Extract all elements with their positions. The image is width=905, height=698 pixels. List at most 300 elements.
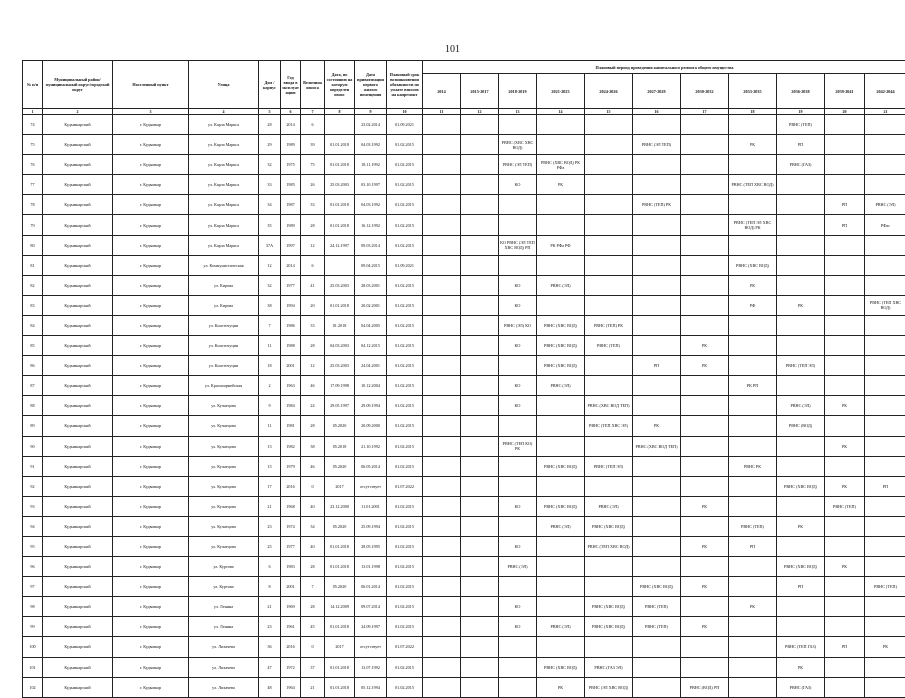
row-period-work bbox=[633, 235, 681, 255]
row-period-work bbox=[461, 436, 499, 456]
row-period-work bbox=[585, 255, 633, 275]
row-municipality: Кудымкарский bbox=[43, 336, 113, 356]
row-period-work: РК bbox=[777, 516, 825, 536]
row-period-work bbox=[825, 175, 865, 195]
row-num: 83 bbox=[23, 295, 43, 315]
row-period-work bbox=[537, 597, 585, 617]
row-period-work bbox=[729, 677, 777, 697]
column-number: 3 bbox=[113, 109, 189, 115]
row-date-privatization: 13.07.1992 bbox=[355, 657, 387, 677]
row-period-work bbox=[633, 496, 681, 516]
row-period-work bbox=[825, 597, 865, 617]
row-wear: 34 bbox=[301, 516, 325, 536]
row-date-condition: 04.03.2003 bbox=[325, 336, 355, 356]
table-row bbox=[23, 496, 905, 516]
row-house: 8 bbox=[259, 577, 281, 597]
row-wear: 40 bbox=[301, 496, 325, 516]
row-deadline: 01.02.2015 bbox=[387, 496, 423, 516]
row-deadline: 01.02.2015 bbox=[387, 597, 423, 617]
row-date-privatization: 06.01.2014 bbox=[355, 577, 387, 597]
row-period-work bbox=[423, 215, 461, 235]
row-period-work: РК bbox=[825, 476, 865, 496]
row-period-work bbox=[537, 135, 585, 155]
row-period-work: РВНС (ТЕП ГАЗ) bbox=[777, 637, 825, 657]
row-period-work bbox=[777, 275, 825, 295]
row-period-work: РК bbox=[681, 356, 729, 376]
row-date-privatization: 16.12.1992 bbox=[355, 215, 387, 235]
row-period-work: РВНС (ТЕП ХВС ВОД) bbox=[729, 175, 777, 195]
row-period-work: КО bbox=[499, 597, 537, 617]
row-period-work bbox=[633, 215, 681, 235]
row-settlement: г. Кудымкар bbox=[113, 577, 189, 597]
row-period-work bbox=[423, 597, 461, 617]
row-year: 1989 bbox=[281, 135, 301, 155]
row-period-work bbox=[865, 677, 905, 697]
row-period-work bbox=[423, 516, 461, 536]
row-period-work bbox=[423, 436, 461, 456]
header-street: Улица bbox=[189, 61, 259, 109]
table-row bbox=[23, 536, 905, 556]
row-period-work: РК bbox=[825, 436, 865, 456]
row-period-work: РВНС РК bbox=[729, 456, 777, 476]
row-year: 2014 bbox=[281, 115, 301, 135]
row-num: 90 bbox=[23, 436, 43, 456]
row-period-work bbox=[825, 235, 865, 255]
row-period-work bbox=[825, 275, 865, 295]
row-municipality: Кудымкарский bbox=[43, 175, 113, 195]
row-period-work: РВНС (ХВС ВОД) РК РФа bbox=[537, 155, 585, 175]
row-num: 78 bbox=[23, 195, 43, 215]
row-municipality: Кудымкарский bbox=[43, 516, 113, 536]
row-period-work: КО bbox=[499, 275, 537, 295]
row-period-work bbox=[499, 356, 537, 376]
row-period-work: РК bbox=[777, 295, 825, 315]
row-settlement: г. Кудымкар bbox=[113, 657, 189, 677]
row-period-work bbox=[633, 476, 681, 496]
row-year: 1963 bbox=[281, 376, 301, 396]
row-period-work bbox=[681, 396, 729, 416]
row-date-condition: 01.01.2018 bbox=[325, 155, 355, 175]
row-wear: 6 bbox=[301, 255, 325, 275]
row-period-work bbox=[729, 356, 777, 376]
row-period-work bbox=[423, 476, 461, 496]
row-num: 88 bbox=[23, 396, 43, 416]
row-period-work bbox=[585, 235, 633, 255]
row-street: ул. Карла Маркса bbox=[189, 195, 259, 215]
table-row bbox=[23, 657, 905, 677]
row-period-work bbox=[865, 255, 905, 275]
row-period-work: РК bbox=[865, 637, 905, 657]
row-date-privatization: 24.09.1997 bbox=[355, 617, 387, 637]
row-municipality: Кудымкарский bbox=[43, 496, 113, 516]
row-date-privatization: 13.01.1998 bbox=[355, 557, 387, 577]
row-period-work bbox=[729, 557, 777, 577]
row-year: 2001 bbox=[281, 356, 301, 376]
row-period-work bbox=[777, 195, 825, 215]
row-period-work bbox=[423, 315, 461, 335]
row-period-work: РВНС (ЭЛ) bbox=[777, 396, 825, 416]
row-municipality: Кудымкарский bbox=[43, 597, 113, 617]
row-date-privatization: 10.12.2004 bbox=[355, 376, 387, 396]
row-deadline: 01.02.2015 bbox=[387, 135, 423, 155]
row-period-work: РК bbox=[777, 657, 825, 677]
row-municipality: Кудымкарский bbox=[43, 195, 113, 215]
row-num: 92 bbox=[23, 476, 43, 496]
row-wear: 46 bbox=[301, 456, 325, 476]
row-year: 1983 bbox=[281, 557, 301, 577]
row-period-work bbox=[537, 396, 585, 416]
row-street: ул. Конституции bbox=[189, 356, 259, 376]
row-period-work bbox=[681, 557, 729, 577]
row-period-work bbox=[729, 617, 777, 637]
row-street: ул. Конституции bbox=[189, 315, 259, 335]
table-row bbox=[23, 115, 905, 135]
row-date-privatization: 11.01.2001 bbox=[355, 496, 387, 516]
row-period-work bbox=[681, 597, 729, 617]
row-period-work: РК bbox=[681, 496, 729, 516]
row-year: 2016 bbox=[281, 637, 301, 657]
row-period-work bbox=[633, 255, 681, 275]
row-wear: 21 bbox=[301, 677, 325, 697]
row-house: 17 bbox=[259, 476, 281, 496]
row-period-work bbox=[633, 536, 681, 556]
row-street: ул. Кузнецова bbox=[189, 516, 259, 536]
row-settlement: г. Кудымкар bbox=[113, 557, 189, 577]
row-date-condition: 01.01.2018 bbox=[325, 195, 355, 215]
row-period-work bbox=[423, 617, 461, 637]
row-date-privatization: отсутствует bbox=[355, 476, 387, 496]
row-num: 85 bbox=[23, 336, 43, 356]
row-num: 102 bbox=[23, 677, 43, 697]
row-street: ул. Кузнецова bbox=[189, 476, 259, 496]
row-wear: 75 bbox=[301, 155, 325, 175]
row-period-work bbox=[499, 516, 537, 536]
row-period-work bbox=[499, 456, 537, 476]
row-date-condition: 14.12.2009 bbox=[325, 597, 355, 617]
row-period-work: РВНС (ХВС ВОД) bbox=[537, 496, 585, 516]
column-number: 12 bbox=[461, 109, 499, 115]
row-period-work bbox=[633, 516, 681, 536]
row-municipality: Кудымкарский bbox=[43, 436, 113, 456]
header-period: 2033-2035 bbox=[729, 74, 777, 109]
row-date-condition: 24.12.1997 bbox=[325, 235, 355, 255]
row-settlement: г. Кудымкар bbox=[113, 416, 189, 436]
row-municipality: Кудымкарский bbox=[43, 657, 113, 677]
row-settlement: г. Кудымкар bbox=[113, 516, 189, 536]
header-planned-period: Плановый период проведения капитального ремонта общего имущества bbox=[423, 61, 905, 74]
row-period-work bbox=[461, 155, 499, 175]
row-period-work bbox=[825, 657, 865, 677]
row-period-work bbox=[537, 295, 585, 315]
row-period-work bbox=[633, 376, 681, 396]
row-period-work bbox=[777, 436, 825, 456]
row-date-privatization: 09.07.2014 bbox=[355, 597, 387, 617]
row-period-work bbox=[729, 476, 777, 496]
row-house: 28 bbox=[259, 115, 281, 135]
row-period-work bbox=[461, 536, 499, 556]
row-settlement: г. Кудымкар bbox=[113, 336, 189, 356]
row-period-work bbox=[461, 275, 499, 295]
row-period-work bbox=[461, 396, 499, 416]
row-date-condition: 17.09.1998 bbox=[325, 376, 355, 396]
row-wear: 28 bbox=[301, 215, 325, 235]
row-wear: 7 bbox=[301, 577, 325, 597]
row-period-work: РВНС (ХВС ВОД) bbox=[585, 597, 633, 617]
row-period-work: РК bbox=[537, 677, 585, 697]
row-period-work bbox=[777, 597, 825, 617]
row-period-work: РВНС (ВОД) bbox=[777, 416, 825, 436]
row-period-work bbox=[633, 155, 681, 175]
row-period-work bbox=[461, 336, 499, 356]
row-period-work bbox=[825, 255, 865, 275]
row-period-work: РК bbox=[825, 557, 865, 577]
row-period-work: РК РФа РФ bbox=[537, 235, 585, 255]
row-period-work bbox=[865, 376, 905, 396]
row-period-work bbox=[777, 336, 825, 356]
row-num: 101 bbox=[23, 657, 43, 677]
row-date-condition: 01.01.2018 bbox=[325, 617, 355, 637]
row-period-work bbox=[777, 376, 825, 396]
row-period-work bbox=[681, 295, 729, 315]
row-period-work bbox=[633, 295, 681, 315]
row-period-work: РВНС (ЭЛ ТЕП) bbox=[633, 135, 681, 155]
row-deadline: 01.02.2015 bbox=[387, 235, 423, 255]
row-house: 2 bbox=[259, 376, 281, 396]
row-num: 98 bbox=[23, 597, 43, 617]
column-number: 11 bbox=[423, 109, 461, 115]
row-street: ул. Лихачева bbox=[189, 657, 259, 677]
column-number: 13 bbox=[499, 109, 537, 115]
row-house: 9 bbox=[259, 396, 281, 416]
row-period-work bbox=[681, 376, 729, 396]
row-period-work bbox=[729, 336, 777, 356]
row-period-work: РВНС (ТЕП) bbox=[729, 516, 777, 536]
row-period-work bbox=[633, 336, 681, 356]
table-row bbox=[23, 336, 905, 356]
row-num: 79 bbox=[23, 215, 43, 235]
row-deadline: 01.02.2015 bbox=[387, 577, 423, 597]
row-period-work bbox=[423, 657, 461, 677]
row-period-work bbox=[825, 356, 865, 376]
row-period-work: КО bbox=[499, 376, 537, 396]
row-period-work: РК РП bbox=[729, 376, 777, 396]
row-municipality: Кудымкарский bbox=[43, 536, 113, 556]
row-period-work: КО bbox=[499, 175, 537, 195]
row-municipality: Кудымкарский bbox=[43, 416, 113, 436]
row-deadline: 01.02.2015 bbox=[387, 456, 423, 476]
table-row bbox=[23, 215, 905, 235]
row-period-work bbox=[537, 416, 585, 436]
row-period-work bbox=[865, 597, 905, 617]
row-date-privatization: 03.10.1997 bbox=[355, 175, 387, 195]
row-date-privatization: 28.03.2001 bbox=[355, 275, 387, 295]
row-house: 35 bbox=[259, 215, 281, 235]
column-number: 4 bbox=[189, 109, 259, 115]
row-period-work bbox=[423, 557, 461, 577]
row-period-work: РФас bbox=[865, 215, 905, 235]
row-date-privatization: 05.12.1994 bbox=[355, 677, 387, 697]
row-settlement: г. Кудымкар bbox=[113, 637, 189, 657]
row-period-work bbox=[825, 115, 865, 135]
row-period-work bbox=[537, 115, 585, 135]
row-period-work bbox=[585, 195, 633, 215]
row-period-work bbox=[865, 436, 905, 456]
row-period-work bbox=[865, 356, 905, 376]
row-period-work bbox=[585, 356, 633, 376]
header-date-privatization: Дата приватизации первого жилого помещения bbox=[355, 61, 387, 109]
row-date-condition: 05.2020 bbox=[325, 577, 355, 597]
row-settlement: г. Кудымкар bbox=[113, 135, 189, 155]
row-deadline: 01.09.2021 bbox=[387, 255, 423, 275]
row-municipality: Кудымкарский bbox=[43, 115, 113, 135]
row-street: ул. Карла Маркса bbox=[189, 135, 259, 155]
row-period-work bbox=[729, 195, 777, 215]
header-wear: Величина износа bbox=[301, 61, 325, 109]
row-date-privatization: 04.04.2005 bbox=[355, 315, 387, 335]
row-wear: 39 bbox=[301, 135, 325, 155]
row-deadline: 01.02.2015 bbox=[387, 356, 423, 376]
row-street: ул. Кузнецова bbox=[189, 416, 259, 436]
row-street: ул. Куртова bbox=[189, 577, 259, 597]
column-number: 2 bbox=[43, 109, 113, 115]
row-date-privatization: отсутствует bbox=[355, 637, 387, 657]
row-period-work bbox=[461, 657, 499, 677]
row-settlement: г. Кудымкар bbox=[113, 536, 189, 556]
row-period-work bbox=[633, 456, 681, 476]
table-row bbox=[23, 356, 905, 376]
row-period-work: РВНС (ХВС ВОД) bbox=[729, 255, 777, 275]
header-period: 2030-2032 bbox=[681, 74, 729, 109]
row-date-privatization: 09.03.2014 bbox=[355, 235, 387, 255]
row-period-work: РК bbox=[729, 597, 777, 617]
row-period-work: РВНС (ЭЛ) bbox=[865, 195, 905, 215]
row-period-work bbox=[681, 476, 729, 496]
row-year: 1984 bbox=[281, 396, 301, 416]
table-row bbox=[23, 295, 905, 315]
row-num: 96 bbox=[23, 557, 43, 577]
row-deadline: 01.02.2015 bbox=[387, 275, 423, 295]
table-row bbox=[23, 195, 905, 215]
row-wear: 12 bbox=[301, 356, 325, 376]
row-wear: 28 bbox=[301, 557, 325, 577]
row-period-work: РВНС (ХВС ВОД ТЕП) bbox=[585, 396, 633, 416]
row-num: 74 bbox=[23, 115, 43, 135]
row-period-work: РВНС (ТЕП) bbox=[777, 115, 825, 135]
row-period-work bbox=[681, 235, 729, 255]
row-date-condition: 01.01.2018 bbox=[325, 677, 355, 697]
header-num: № п/п bbox=[23, 61, 43, 109]
row-wear: 28 bbox=[301, 416, 325, 436]
row-period-work bbox=[865, 155, 905, 175]
row-period-work: КО bbox=[499, 295, 537, 315]
row-period-work: РВНС (ХВС ВОД) bbox=[777, 476, 825, 496]
row-period-work bbox=[461, 476, 499, 496]
row-period-work bbox=[499, 255, 537, 275]
row-house: 18 bbox=[259, 356, 281, 376]
row-period-work bbox=[633, 677, 681, 697]
row-period-work bbox=[825, 577, 865, 597]
row-house: 12 bbox=[259, 255, 281, 275]
row-period-work bbox=[585, 577, 633, 597]
row-period-work: КО bbox=[499, 396, 537, 416]
table-row bbox=[23, 315, 905, 335]
row-period-work bbox=[423, 336, 461, 356]
row-settlement: г. Кудымкар bbox=[113, 617, 189, 637]
row-date-condition: 2017 bbox=[325, 476, 355, 496]
row-street: ул. Лихачева bbox=[189, 677, 259, 697]
row-period-work bbox=[865, 135, 905, 155]
row-period-work bbox=[423, 155, 461, 175]
row-period-work: РП bbox=[865, 476, 905, 496]
table-row bbox=[23, 436, 905, 456]
row-deadline: 01.02.2015 bbox=[387, 155, 423, 175]
row-period-work bbox=[499, 416, 537, 436]
row-date-condition bbox=[325, 115, 355, 135]
row-house: 15 bbox=[259, 456, 281, 476]
row-num: 99 bbox=[23, 617, 43, 637]
row-house: 25 bbox=[259, 536, 281, 556]
row-period-work bbox=[499, 677, 537, 697]
row-period-work bbox=[499, 476, 537, 496]
row-period-work bbox=[865, 496, 905, 516]
row-period-work bbox=[537, 255, 585, 275]
row-year: 1972 bbox=[281, 657, 301, 677]
row-period-work: РВНС (ТЕП ЭЛ ХВС ВОД) РК bbox=[729, 215, 777, 235]
row-period-work bbox=[825, 516, 865, 536]
row-period-work bbox=[633, 315, 681, 335]
row-street: ул. Конституции bbox=[189, 336, 259, 356]
row-year: 1977 bbox=[281, 275, 301, 295]
row-period-work bbox=[423, 416, 461, 436]
row-date-privatization: 04.03.1992 bbox=[355, 135, 387, 155]
row-period-work: КО bbox=[499, 617, 537, 637]
row-period-work bbox=[423, 577, 461, 597]
row-street: ул. Кирова bbox=[189, 275, 259, 295]
row-date-privatization: 21.10.1992 bbox=[355, 436, 387, 456]
row-period-work bbox=[423, 356, 461, 376]
header-settlement: Населенный пункт bbox=[113, 61, 189, 109]
row-period-work: РВНС (ТЕП ЭЛ) bbox=[585, 456, 633, 476]
row-period-work: РВНС (ЭЛ) bbox=[537, 275, 585, 295]
row-period-work bbox=[633, 115, 681, 135]
row-period-work bbox=[729, 496, 777, 516]
row-deadline: 01.02.2015 bbox=[387, 295, 423, 315]
row-period-work: РП bbox=[825, 637, 865, 657]
row-period-work bbox=[777, 496, 825, 516]
row-period-work bbox=[423, 376, 461, 396]
row-date-condition: 01.01.2018 bbox=[325, 135, 355, 155]
row-wear: 24 bbox=[301, 396, 325, 416]
row-period-work bbox=[461, 416, 499, 436]
row-num: 84 bbox=[23, 315, 43, 335]
row-year: 2014 bbox=[281, 255, 301, 275]
row-period-work bbox=[825, 617, 865, 637]
row-period-work bbox=[461, 295, 499, 315]
header-deadline: Плановый срок возникновения обязанности по уплате взносов на капремонт bbox=[387, 61, 423, 109]
row-period-work bbox=[729, 416, 777, 436]
row-period-work: РВНС (ЭЛ) bbox=[537, 516, 585, 536]
row-num: 80 bbox=[23, 235, 43, 255]
row-date-condition: 05.2020 bbox=[325, 456, 355, 476]
header-house: Дом / корпус bbox=[259, 61, 281, 109]
row-period-work bbox=[499, 215, 537, 235]
row-date-privatization: 25.09.1994 bbox=[355, 516, 387, 536]
column-number: 5 bbox=[259, 109, 281, 115]
row-deadline: 01.07.2022 bbox=[387, 637, 423, 657]
row-period-work bbox=[585, 115, 633, 135]
row-house: 11 bbox=[259, 336, 281, 356]
row-period-work bbox=[729, 115, 777, 135]
